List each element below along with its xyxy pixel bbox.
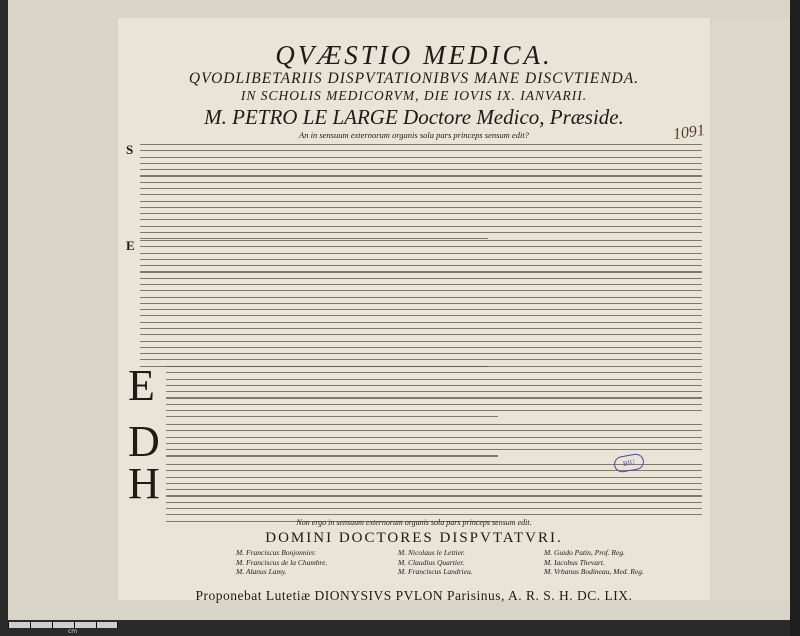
text-line	[140, 182, 702, 183]
text-line	[140, 341, 702, 342]
doctors-title: DOMINI DOCTORES DISPVTATVRI.	[265, 530, 563, 546]
text-line	[140, 353, 702, 354]
handwritten-number: 1091	[671, 121, 706, 144]
proponent-line: Proponebat Lutetiæ DIONYSIVS PVLON Parisinus, A. R. S. H. DC. LIX.	[195, 588, 633, 603]
text-line	[166, 502, 702, 503]
text-line	[140, 226, 702, 227]
ruler-label: cm	[68, 628, 78, 635]
text-line	[140, 322, 702, 323]
text-line	[140, 188, 702, 189]
text-line	[140, 359, 702, 360]
text-line	[166, 379, 702, 380]
text-line	[166, 455, 498, 456]
text-line	[140, 303, 702, 304]
document-question: An in sensuum externorum organis sola pars princeps sensum edit?	[299, 130, 529, 140]
text-line	[166, 404, 702, 405]
doctors-column-3	[544, 548, 644, 577]
text-line	[166, 430, 702, 431]
text-line	[140, 347, 702, 348]
text-line	[140, 232, 702, 233]
doctor-name: M. Alanus Lamy.	[236, 567, 287, 576]
text-line	[140, 163, 702, 164]
doctors-list	[136, 548, 696, 588]
text-line	[140, 271, 702, 272]
page-margin	[712, 18, 790, 600]
text-line	[166, 366, 702, 367]
text-line	[166, 385, 702, 386]
doctor-name: M. Nicolaus le Lettier.	[398, 548, 465, 557]
doctor-name: M. Iacobus Thevart.	[544, 557, 605, 567]
doctor-name: M. Franciscus de la Chambre.	[236, 557, 328, 567]
text-line	[140, 194, 702, 195]
section-initial: D	[128, 417, 160, 466]
text-line	[140, 144, 702, 145]
text-line	[166, 489, 702, 490]
text-line	[166, 483, 702, 484]
section-initial: E	[128, 361, 155, 410]
text-line	[166, 443, 702, 444]
section-1	[126, 144, 702, 236]
text-line	[166, 416, 498, 417]
doctor-name: M. Franciscus Bonjonnier.	[236, 548, 316, 557]
doctors-column-1	[236, 548, 327, 577]
text-lines	[140, 240, 702, 362]
section-initial: H	[128, 459, 160, 508]
text-line	[140, 328, 702, 329]
text-line	[140, 175, 702, 176]
text-line	[140, 207, 702, 208]
text-line	[140, 278, 702, 279]
text-line	[140, 240, 702, 241]
document-page	[8, 0, 790, 620]
section-3	[126, 361, 702, 420]
closing-question: Non ergo in sensuum externorum organis sola pars princeps sensum edit.	[296, 518, 532, 527]
text-line	[140, 334, 702, 335]
text-line	[140, 169, 702, 170]
text-line	[140, 315, 702, 316]
text-line	[140, 213, 702, 214]
text-line	[166, 410, 702, 411]
text-line	[140, 157, 702, 158]
doctor-name: M. Guido Patin, Prof. Reg.	[544, 548, 625, 557]
text-line	[166, 508, 702, 509]
text-line	[140, 253, 702, 254]
document-place: IN SCHOLIS MEDICORVM, DIE IOVIS IX. IANVARII.	[240, 88, 588, 103]
text-line	[166, 372, 702, 373]
text-line	[140, 309, 702, 310]
document-president: M. PETRO LE LARGE Doctore Medico, Præside.	[204, 105, 624, 129]
doctors-column-2	[398, 548, 473, 577]
text-line	[140, 219, 702, 220]
document-title: QVÆSTIO MEDICA.	[275, 40, 553, 70]
doctor-name: M. Franciscus Landrieu.	[398, 567, 473, 576]
text-lines	[140, 144, 702, 236]
text-line	[166, 495, 702, 496]
doctor-name: M. Vrbanus Bodineau, Med. Reg.	[544, 567, 644, 576]
text-line	[166, 514, 702, 515]
text-line	[140, 150, 702, 151]
text-line	[140, 284, 702, 285]
scale-ruler	[8, 622, 118, 634]
ruler-bar	[8, 622, 118, 628]
viewer-edge	[790, 0, 800, 636]
section-initial: S	[126, 142, 134, 157]
printed-sheet	[118, 18, 710, 603]
text-line	[140, 265, 702, 266]
text-line	[166, 424, 702, 425]
section-2	[126, 240, 702, 362]
text-line	[166, 437, 702, 438]
library-stamp: BIU	[613, 453, 645, 474]
text-line	[140, 259, 702, 260]
text-line	[140, 246, 702, 247]
doctor-name: M. Claudius Quartier.	[398, 557, 465, 567]
text-line	[140, 201, 702, 202]
text-line	[166, 397, 702, 398]
text-line	[166, 391, 702, 392]
text-lines	[166, 366, 702, 420]
text-line	[166, 477, 702, 478]
text-line	[166, 449, 702, 450]
section-initial: E	[126, 238, 135, 253]
text-line	[140, 290, 702, 291]
text-line	[140, 297, 702, 298]
document-subtitle: QVODLIBETARIIS DISPVTATIONIBVS MANE DISCVTIENDA.	[188, 70, 640, 87]
